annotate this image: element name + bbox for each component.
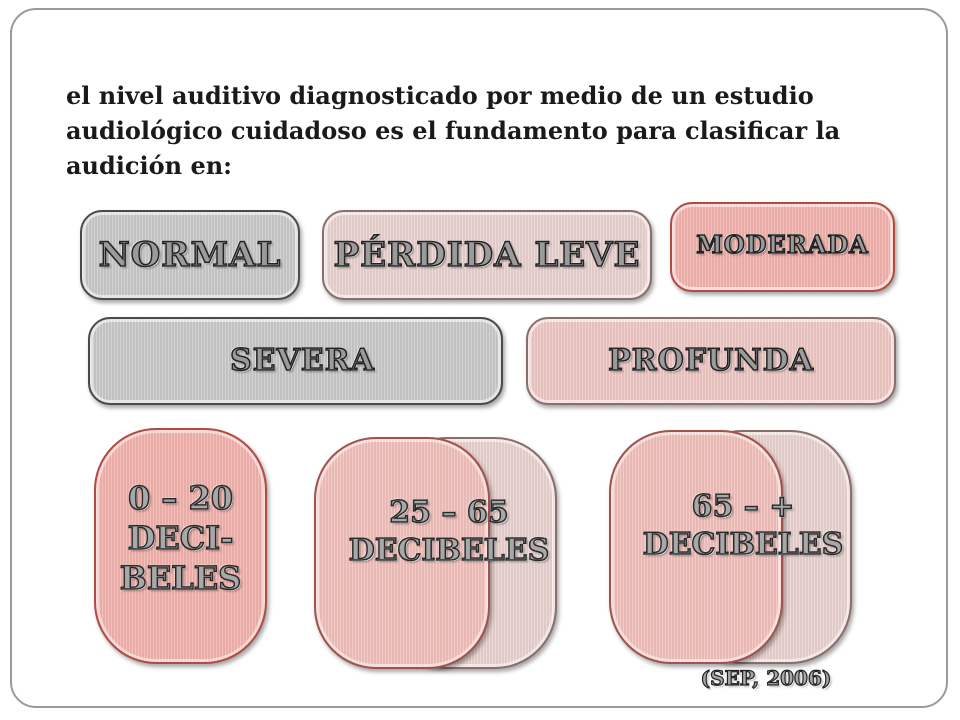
category-severa-label: SEVERA: [230, 343, 375, 378]
category-profunda-label: PROFUNDA: [608, 343, 814, 378]
range-0-20-line2: DECI-: [127, 519, 234, 557]
range-0-20-line1: 0 – 20: [127, 479, 234, 517]
category-perdida-leve: [322, 210, 652, 300]
category-normal: [80, 210, 300, 300]
category-perdida-leve-label: PÉRDIDA LEVE: [333, 235, 641, 275]
category-moderada-label: MODERADA: [696, 230, 869, 259]
range-25-65-label: [345, 494, 553, 569]
category-profunda: [526, 317, 896, 405]
range-65-plus-line1: 65 – +: [691, 489, 795, 524]
range-25-65-line2: DECIBELES: [348, 532, 550, 568]
range-25-65-line1: 25 – 65: [389, 495, 509, 530]
range-0-20-line3: BELES: [119, 559, 242, 597]
category-severa: [88, 317, 503, 405]
category-moderada: [670, 202, 895, 292]
range-65-plus-line2: DECIBELES: [642, 526, 844, 562]
range-65-plus-label: [640, 488, 846, 563]
intro-text: el nivel auditivo diagnosticado por medio de un estudio audiológico cuidadoso es el fundamento para clasificar la audición en:: [66, 81, 841, 180]
category-normal-label: NORMAL: [98, 235, 282, 275]
range-0-20-label: [94, 478, 267, 598]
source-citation: (SEP, 2006): [700, 666, 832, 690]
